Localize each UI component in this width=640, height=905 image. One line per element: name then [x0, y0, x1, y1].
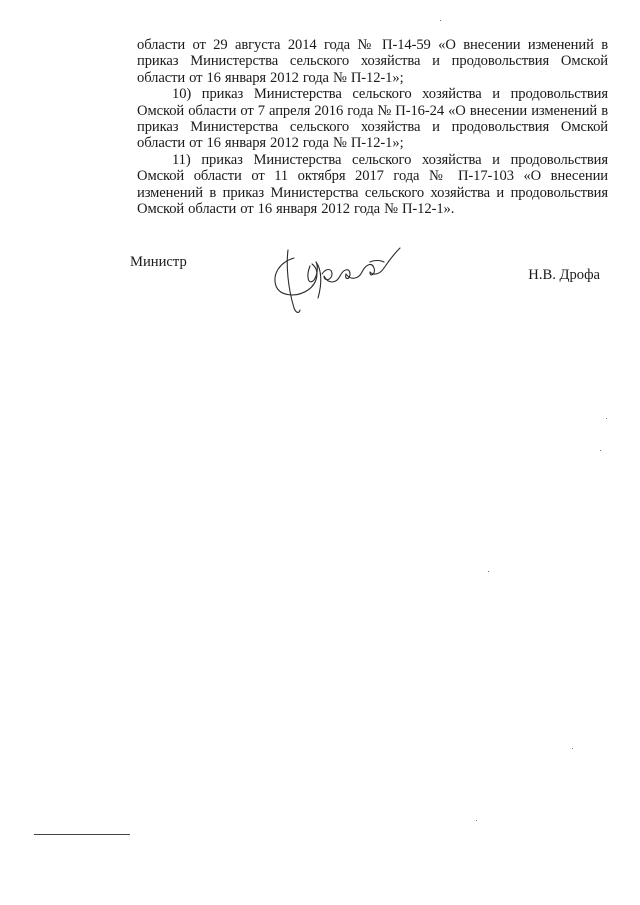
scan-speck — [488, 571, 489, 572]
paragraph-item-11: 11) приказ Министерства сельского хозяйства и продовольствия Омской области от 11 октября 2017 года № П-17-103 «О внесении изменений в приказ Министерства сельского хозяйства и продовольствия Омской области от 16 января 2012 года № П-12-1». — [137, 151, 608, 218]
scan-speck — [440, 20, 441, 21]
scan-speck — [600, 450, 601, 451]
signer-name: Н.В. Дрофа — [528, 267, 600, 283]
footnote-separator — [34, 834, 130, 835]
document-body — [137, 37, 608, 217]
paragraph-continuation: области от 29 августа 2014 года № П-14-59 «О внесении изменений в приказ Министерства сельского хозяйства и продовольствия Омской области от 16 января 2012 года № П-12-1»; — [137, 37, 608, 86]
signature-block — [130, 254, 600, 334]
paragraph-item-10: 10) приказ Министерства сельского хозяйства и продовольствия Омской области от 7 апреля 2016 года № П-16-24 «О внесении изменений в приказ Министерства сельского хозяйства и продовольствия Омской области от 16 января 2012 года № П-12-1»; — [137, 86, 608, 152]
handwritten-signature — [266, 240, 404, 316]
signer-position: Министр — [130, 254, 187, 270]
scan-speck — [606, 418, 607, 419]
scan-speck — [476, 820, 477, 821]
scan-speck — [572, 748, 573, 749]
